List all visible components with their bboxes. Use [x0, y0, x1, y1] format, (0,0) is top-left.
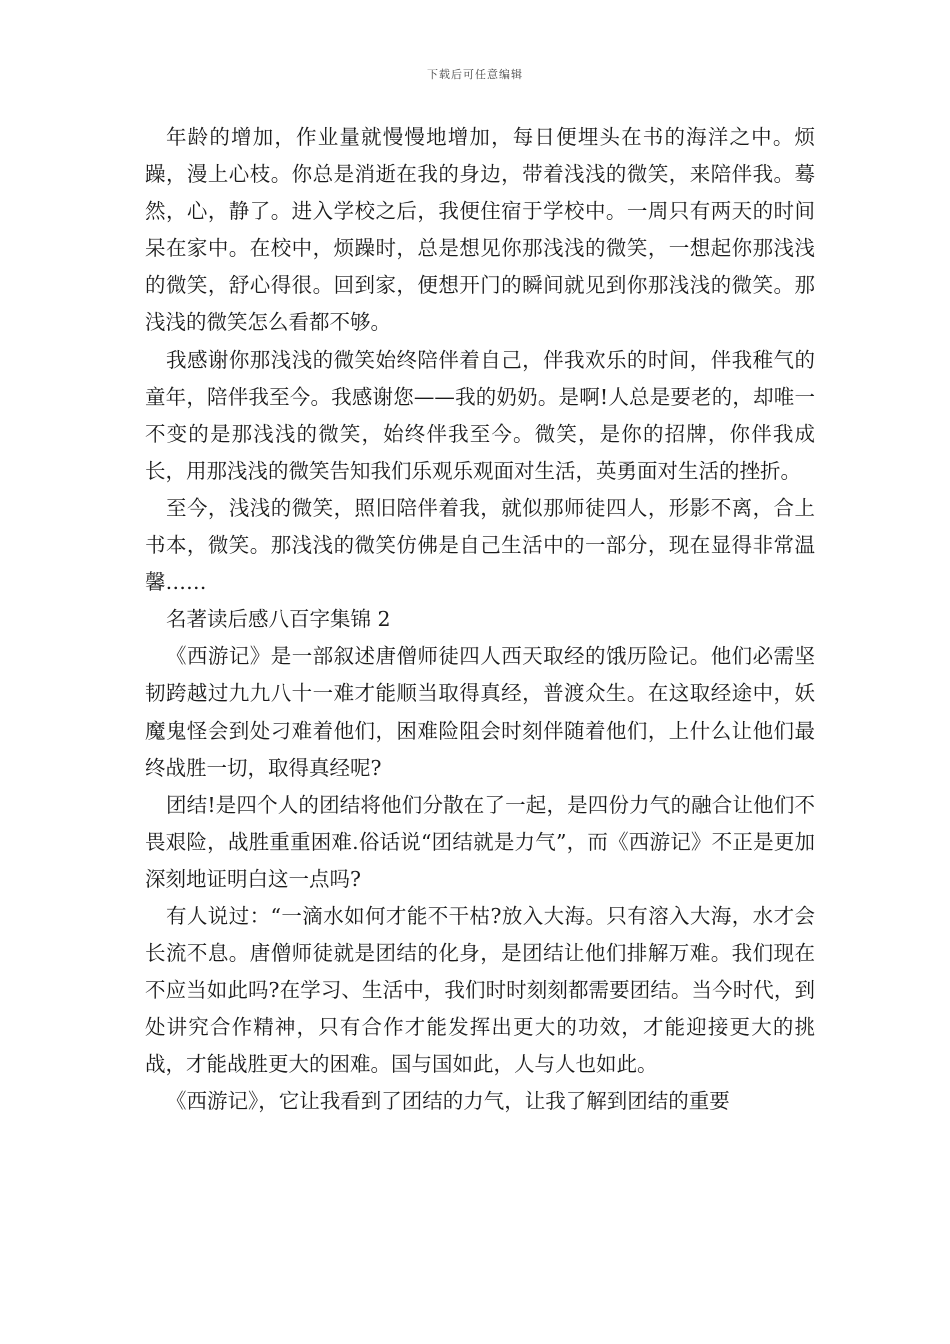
- section-heading: 名著读后感八百字集锦 2: [166, 607, 391, 632]
- paragraph-smile-today: 至今，浅浅的微笑，照旧陪伴着我，就似那师徒四人，形影不离，合上书本，微笑。那浅浅的微笑仿佛是自己生活中的一部分，现在显得非常温馨……: [145, 495, 815, 595]
- page-header: 下载后可任意编辑: [427, 68, 523, 81]
- paragraph-drop-of-water: 有人说过：“一滴水如何才能不干枯?放入大海。只有溶入大海，水才会长流不息。唐僧师徒就是团结的化身，是团结让他们排解万难。我们现在不应当如此吗?在学习、生活中，我们时时刻刻都需要团结。当今时代，到处讲究合作精神，只有合作才能发挥出更大的功效，才能迎接更大的挑战，才能战胜更大的困难。国与国如此，人与人也如此。: [145, 903, 815, 1077]
- paragraph-smile-growing-up: 年龄的增加，作业量就慢慢地增加，每日便埋头在书的海洋之中。烦躁，漫上心枝。你总是消逝在我的身边，带着浅浅的微笑，来陪伴我。蓦然，心，静了。进入学校之后，我便住宿于学校中。一周只有两天的时间呆在家中。在校中，烦躁时，总是想见你那浅浅的微笑，一想起你那浅浅的微笑，舒心得很。回到家，便想开门的瞬间就见到你那浅浅的微笑。那浅浅的微笑怎么看都不够。: [145, 125, 815, 335]
- paragraph-conclusion: 《西游记》，它让我看到了团结的力气，让我了解到团结的重要: [166, 1089, 730, 1114]
- paragraph-thanks-grandma: 我感谢你那浅浅的微笑始终陪伴着自己，伴我欢乐的时间，伴我稚气的童年，陪伴我至今。我感谢您——我的奶奶。是啊!人总是要老的，却唯一不变的是那浅浅的微笑，始终伴我至今。微笑，是你的招牌，你伴我成长，用那浅浅的微笑告知我们乐观乐观面对生活，英勇面对生活的挫折。: [145, 347, 815, 483]
- paragraph-unity: 团结!是四个人的团结将他们分散在了一起，是四份力气的融合让他们不畏艰险，战胜重重困难.俗话说“团结就是力气”，而《西游记》不正是更加深刻地证明白这一点吗?: [145, 792, 815, 891]
- paragraph-journey-west-intro: 《西游记》是一部叙述唐僧师徒四人西天取经的饿历险记。他们必需坚韧跨越过九九八十一难才能顺当取得真经，普渡众生。在这取经途中，妖魔鬼怪会到处刁难着他们，困难险阻会时刻伴随着他们，上什么让他们最终战胜一切，取得真经呢?: [145, 644, 815, 780]
- document-body: [145, 119, 815, 1121]
